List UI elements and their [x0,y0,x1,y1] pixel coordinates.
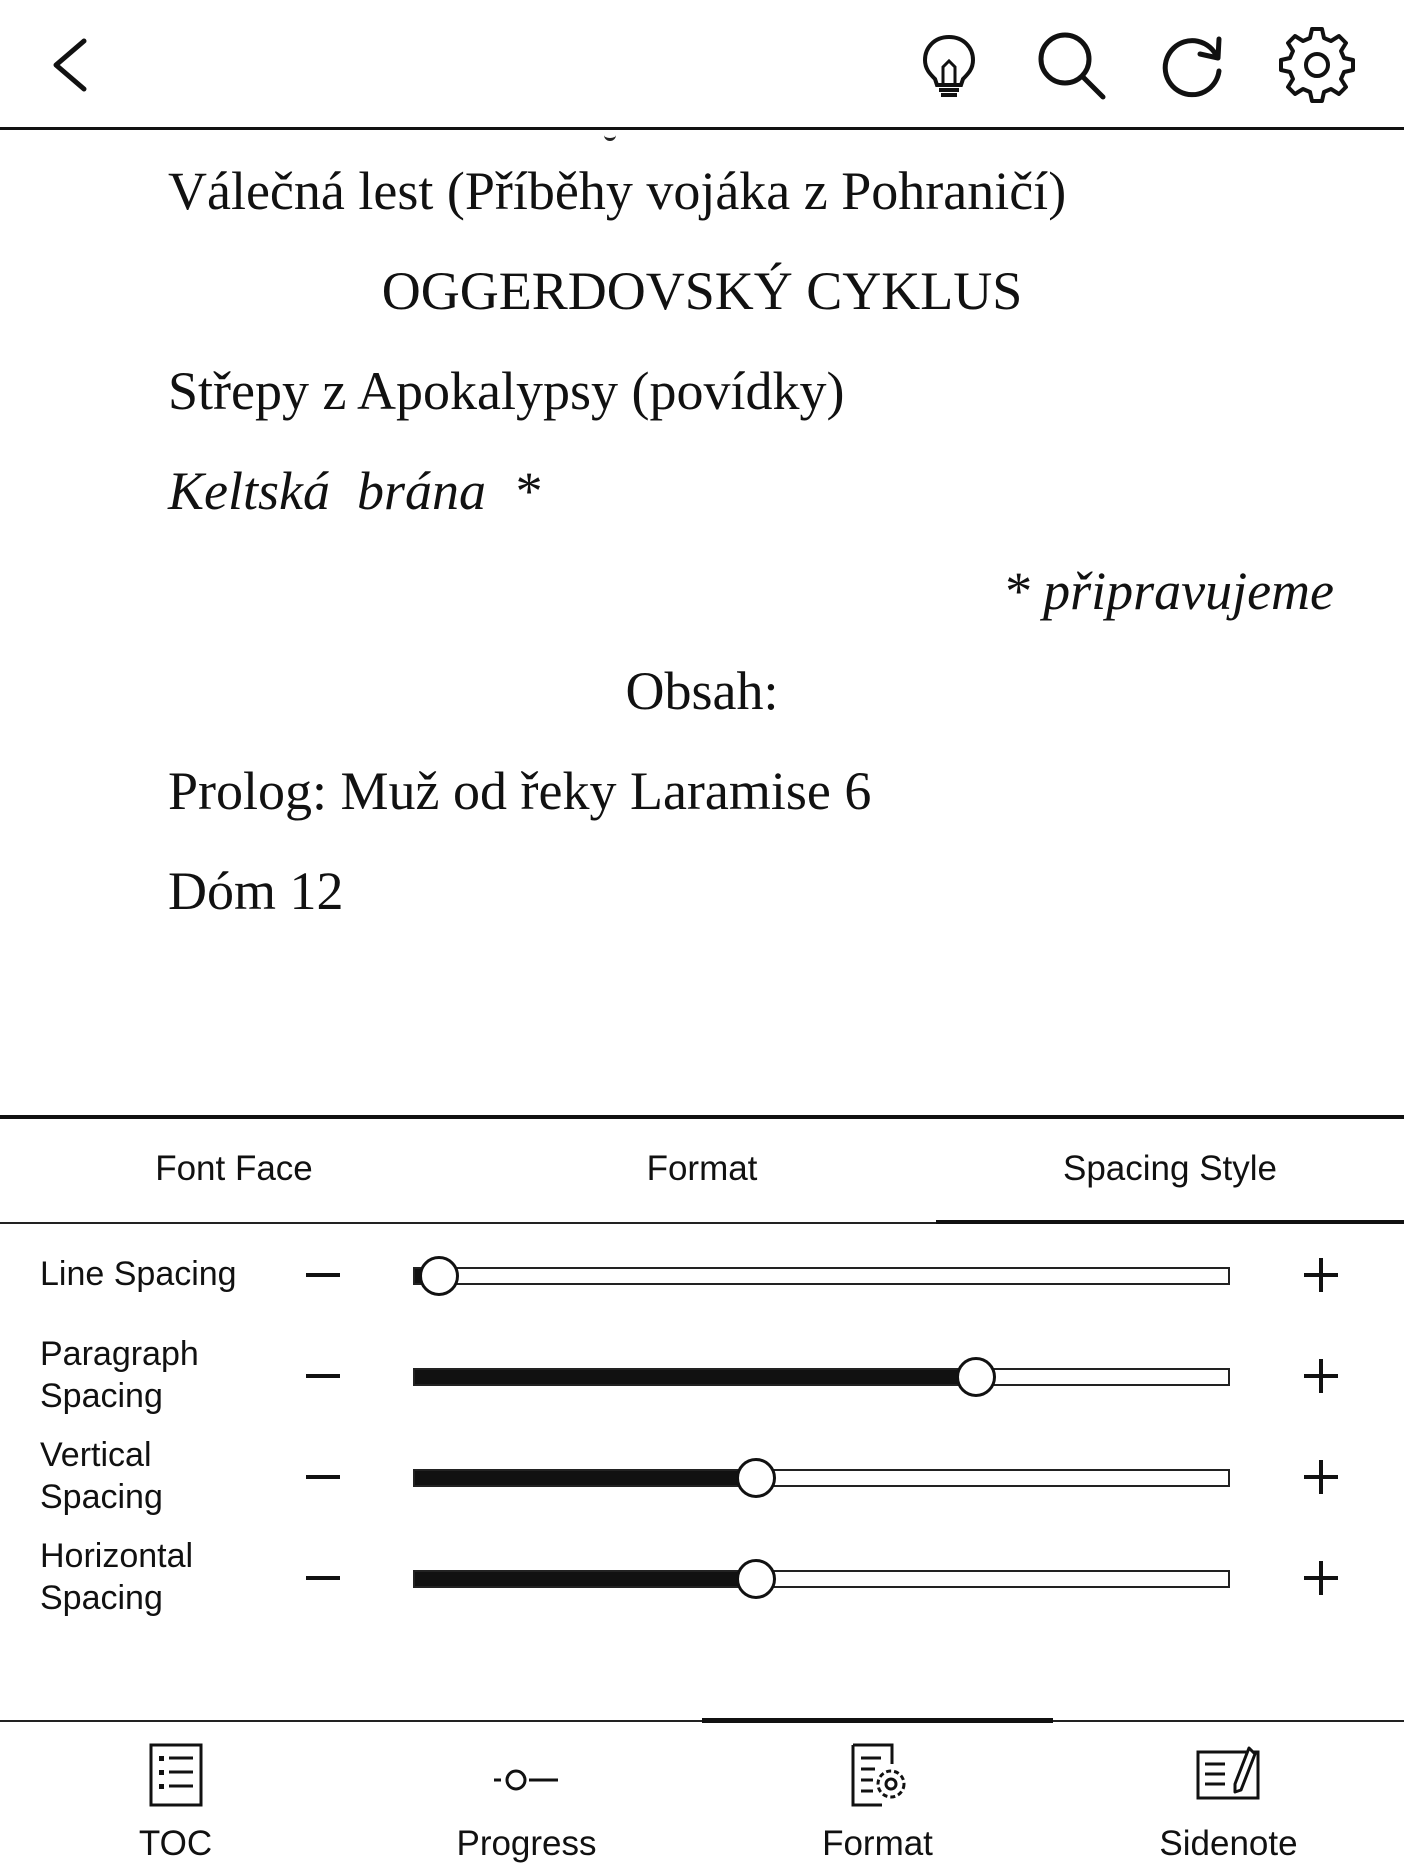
text-line: Keltská brána * [168,461,540,521]
increase-button[interactable] [1296,1452,1346,1502]
increase-button[interactable] [1296,1250,1346,1300]
spacing-row [0,1428,1404,1528]
lightbulb-icon[interactable] [911,27,987,103]
slider-fill [415,1572,756,1586]
increase-button[interactable] [1296,1351,1346,1401]
tab-spacing-style[interactable]: Spacing Style [936,1119,1404,1222]
spacing-label: Vertical Spacing [40,1436,163,1516]
format-tabs [0,1119,1404,1224]
nav-label: Format [822,1824,933,1863]
spacing-row [0,1529,1404,1629]
toc-entry[interactable]: Dóm 12 [168,861,344,921]
top-toolbar [0,0,1404,130]
nav-progress[interactable] [351,1722,702,1872]
text-line: OGGERDOVSKÝ CYKLUS [381,261,1023,321]
spacing-slider[interactable] [413,1267,1230,1285]
sidenote-icon [1195,1742,1261,1808]
text-line: Válečná lest (Příběhy vojáka z Pohraničí) [168,161,1067,221]
toc-entry[interactable]: Prolog: Muž od řeky Laramise 6 [168,761,872,821]
reading-area[interactable] [0,130,1404,1115]
slider-handle[interactable] [419,1256,459,1296]
slider-handle[interactable] [736,1458,776,1498]
slider-handle[interactable] [736,1559,776,1599]
slider-fill [415,1471,756,1485]
decrease-button[interactable] [298,1250,348,1300]
nav-format[interactable] [702,1722,1053,1872]
text-line: Střepy z Apokalypsy (povídky) [168,361,845,421]
nav-sidenote[interactable] [1053,1722,1404,1872]
spacing-slider[interactable] [413,1570,1230,1588]
toc-icon [142,1742,208,1808]
nav-label: Sidenote [1159,1824,1298,1863]
spacing-row [0,1226,1404,1326]
decrease-button[interactable] [298,1351,348,1401]
back-icon[interactable] [34,27,110,103]
nav-toc[interactable] [0,1722,351,1872]
refresh-icon[interactable] [1155,27,1231,103]
bottom-nav [0,1720,1404,1872]
search-icon[interactable] [1033,27,1109,103]
spacing-slider[interactable] [413,1469,1230,1487]
text-line: * připravujeme [1002,561,1334,621]
nav-label: TOC [138,1824,213,1863]
tab-format[interactable]: Format [646,1149,758,1188]
settings-icon[interactable] [1279,27,1355,103]
spacing-label: Paragraph Spacing [40,1335,199,1415]
nav-label: Progress [456,1824,597,1863]
progress-icon [493,1742,559,1808]
spacing-label: Horizontal Spacing [40,1537,194,1617]
slider-fill [415,1370,976,1384]
spacing-label: Line Spacing [40,1255,237,1293]
spacing-row [0,1327,1404,1427]
decrease-button[interactable] [298,1553,348,1603]
contents-heading: Obsah: [625,661,779,721]
decrease-button[interactable] [298,1452,348,1502]
tab-font-face[interactable]: Font Face [155,1149,313,1188]
spacing-slider[interactable] [413,1368,1230,1386]
increase-button[interactable] [1296,1553,1346,1603]
partial-text-fragment [604,130,616,141]
slider-handle[interactable] [956,1357,996,1397]
format-icon [844,1742,910,1808]
